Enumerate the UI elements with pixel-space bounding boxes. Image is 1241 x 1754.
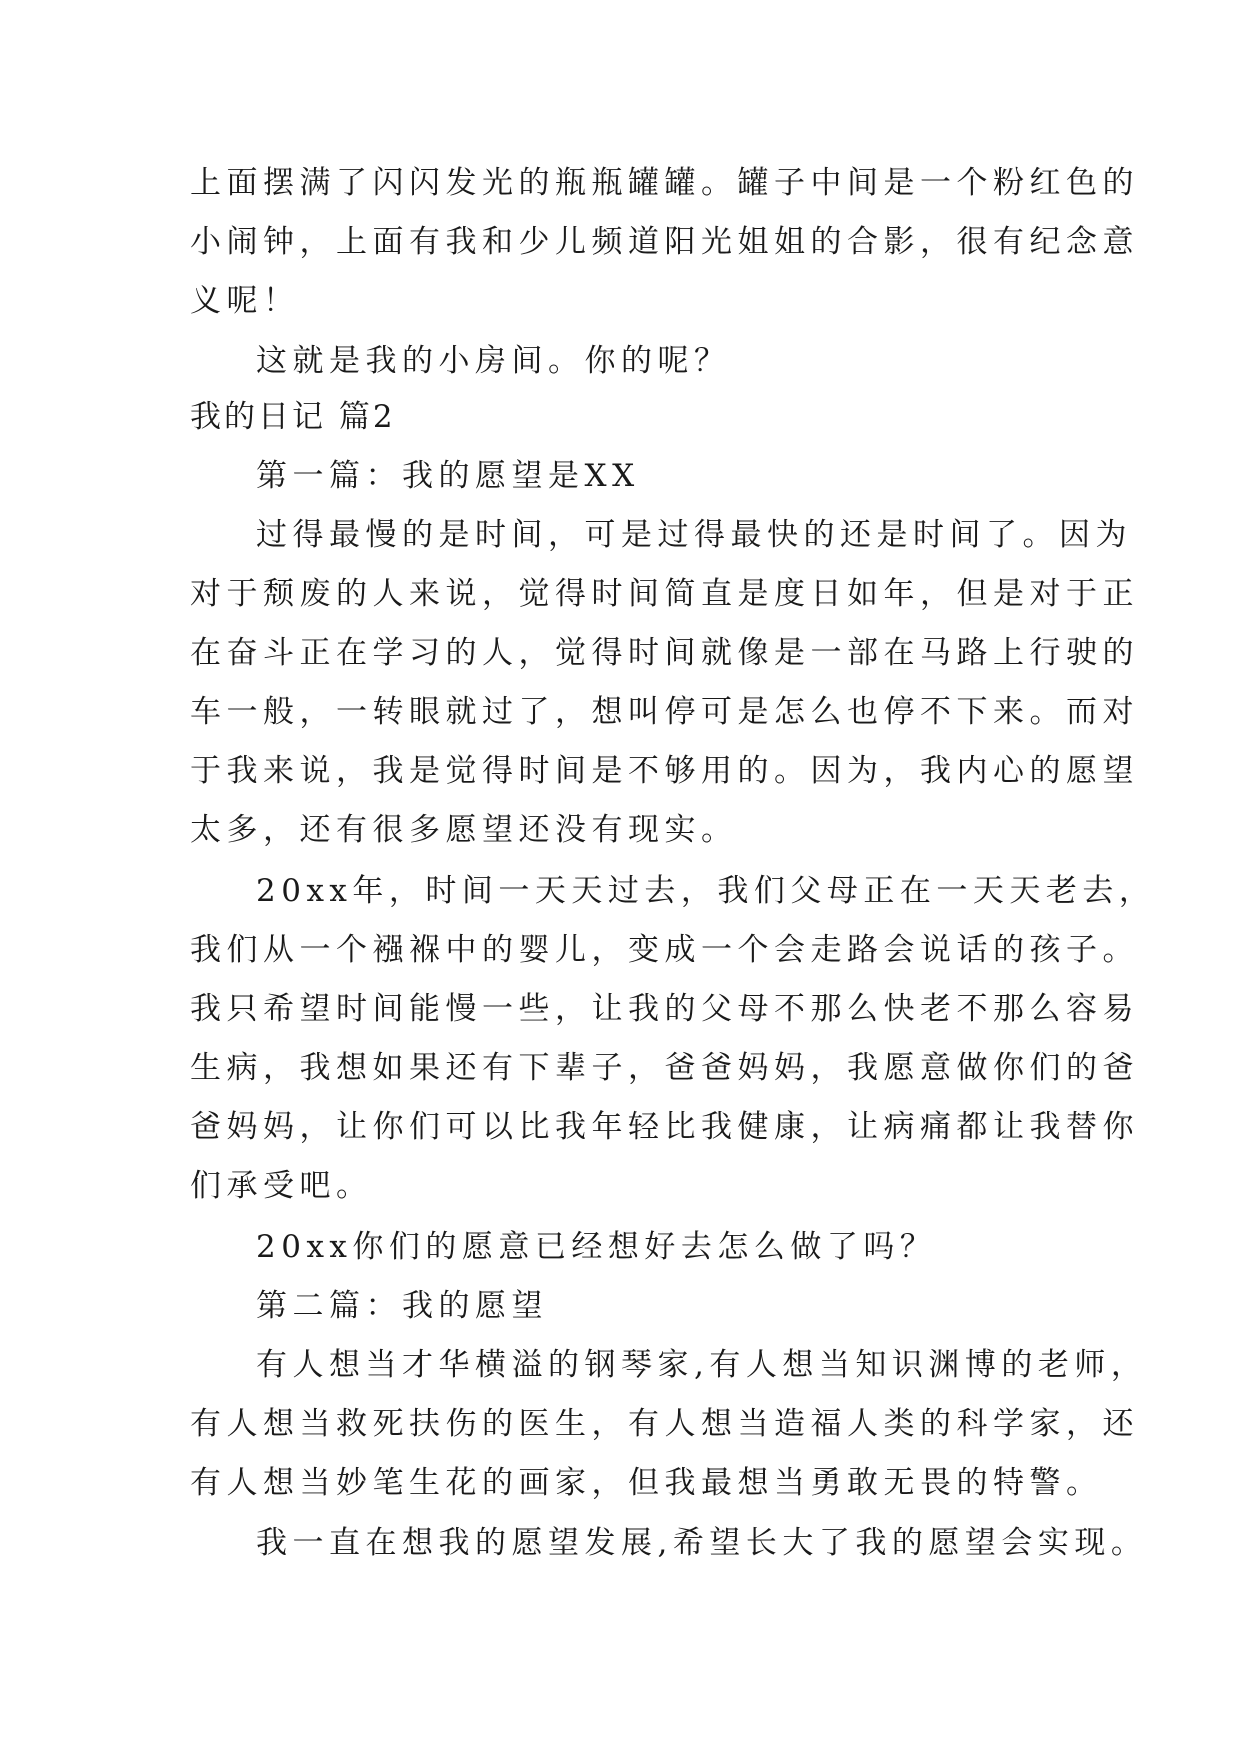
body-line: 对于颓废的人来说，觉得时间简直是度日如年，但是对于正 (190, 576, 1139, 612)
body-line: 我一直在想我的愿望发展,希望长大了我的愿望会实现。 (256, 1525, 1148, 1561)
subsection-title: 第一篇：我的愿望是XX (256, 458, 640, 494)
body-line: 我们从一个襁褓中的婴儿，变成一个会走路会说话的孩子。 (190, 932, 1139, 968)
body-line: 们承受吧。 (190, 1168, 373, 1204)
body-line: 有人想当才华横溢的钢琴家,有人想当知识渊博的老师， (256, 1347, 1148, 1383)
body-line: 生病，我想如果还有下辈子，爸爸妈妈，我愿意做你们的爸 (190, 1050, 1139, 1086)
body-line: 我只希望时间能慢一些，让我的父母不那么快老不那么容易 (190, 991, 1139, 1027)
body-line: 20xx你们的愿意已经想好去怎么做了吗？ (256, 1229, 937, 1265)
body-line: 车一般，一转眼就过了，想叫停可是怎么也停不下来。而对 (190, 694, 1139, 730)
body-line: 于我来说，我是觉得时间是不够用的。因为，我内心的愿望 (190, 753, 1139, 789)
body-line: 20xx年，时间一天天过去，我们父母正在一天天老去， (256, 873, 1156, 909)
body-line: 义呢！ (190, 283, 300, 319)
subsection-title: 第二篇：我的愿望 (256, 1288, 548, 1324)
body-line: 小闹钟，上面有我和少儿频道阳光姐姐的合影，很有纪念意 (190, 224, 1139, 260)
body-line: 在奋斗正在学习的人，觉得时间就像是一部在马路上行驶的 (190, 635, 1139, 671)
body-line: 上面摆满了闪闪发光的瓶瓶罐罐。罐子中间是一个粉红色的 (190, 165, 1139, 201)
body-line: 爸妈妈，让你们可以比我年轻比我健康，让病痛都让我替你 (190, 1109, 1139, 1145)
body-line: 有人想当妙笔生花的画家，但我最想当勇敢无畏的特警。 (190, 1465, 1103, 1501)
body-line: 过得最慢的是时间，可是过得最快的还是时间了。因为 (256, 517, 1132, 553)
section-heading: 我的日记 篇2 (190, 399, 396, 435)
body-line: 这就是我的小房间。你的呢？ (256, 343, 731, 379)
body-line: 太多，还有很多愿望还没有现实。 (190, 812, 738, 848)
body-line: 有人想当救死扶伤的医生，有人想当造福人类的科学家，还 (190, 1406, 1139, 1442)
